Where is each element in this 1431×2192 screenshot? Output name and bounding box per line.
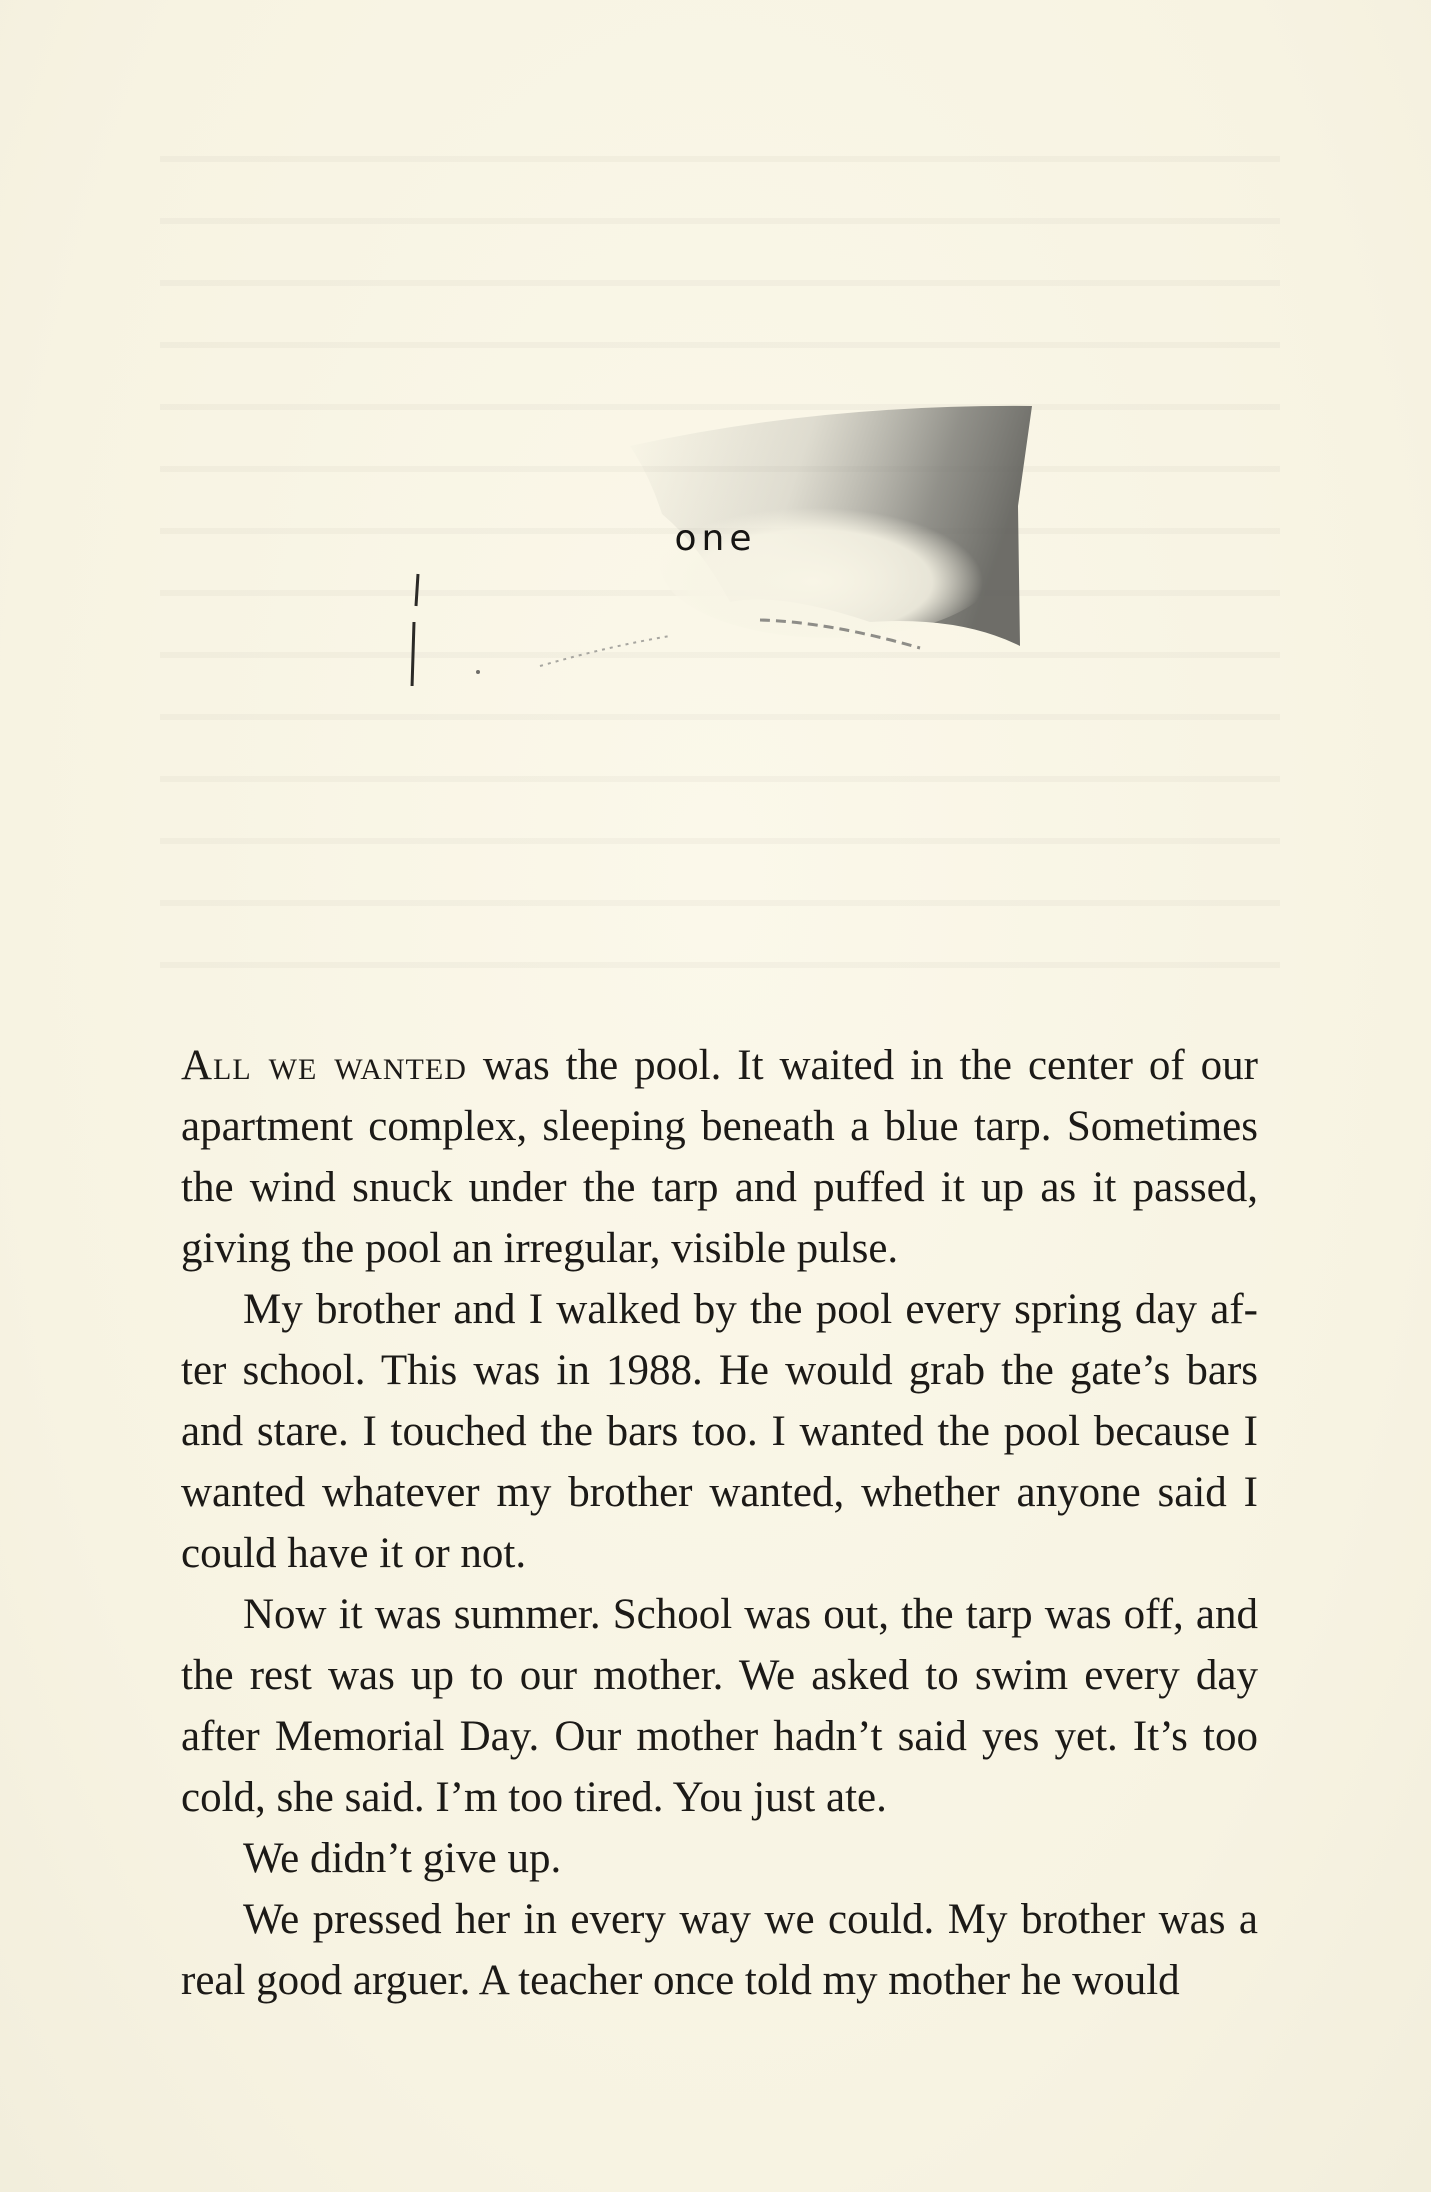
chapter-title: one [674, 518, 757, 559]
opening-small-caps: All we wanted [181, 1042, 467, 1089]
paragraph: We pressed her in every way we could. My brother was a real good arguer. A teacher once told my mother he would [181, 1896, 1258, 2004]
body-text [181, 1035, 1258, 2011]
paragraph: My brother and I walked by the pool every spring day after school. This was in 1988. He would grab the gate’s bars and stare. I touched the bars too. I wanted the pool because I wanted whatever my brother wanted, whether anyone said I could have it or not. [181, 1286, 1258, 1577]
paragraph: We didn’t give up. [243, 1835, 562, 1882]
opening-paragraph-text: was the pool. It waited in the center of our apartment complex, sleeping beneath a blue tarp. Sometimes the wind snuck under the tarp and puffed it up as it passed, giving the pool an irregular, visible pulse. [181, 1042, 1258, 1272]
paragraph: Now it was summer. School was out, the tarp was off, and the rest was up to our mother. We asked to swim every day after Memorial Day. Our mother hadn’t said yes yet. It’s too cold, she said. I’m too tired. You just ate. [181, 1591, 1258, 1821]
paragraph-opening [181, 1035, 1258, 1279]
